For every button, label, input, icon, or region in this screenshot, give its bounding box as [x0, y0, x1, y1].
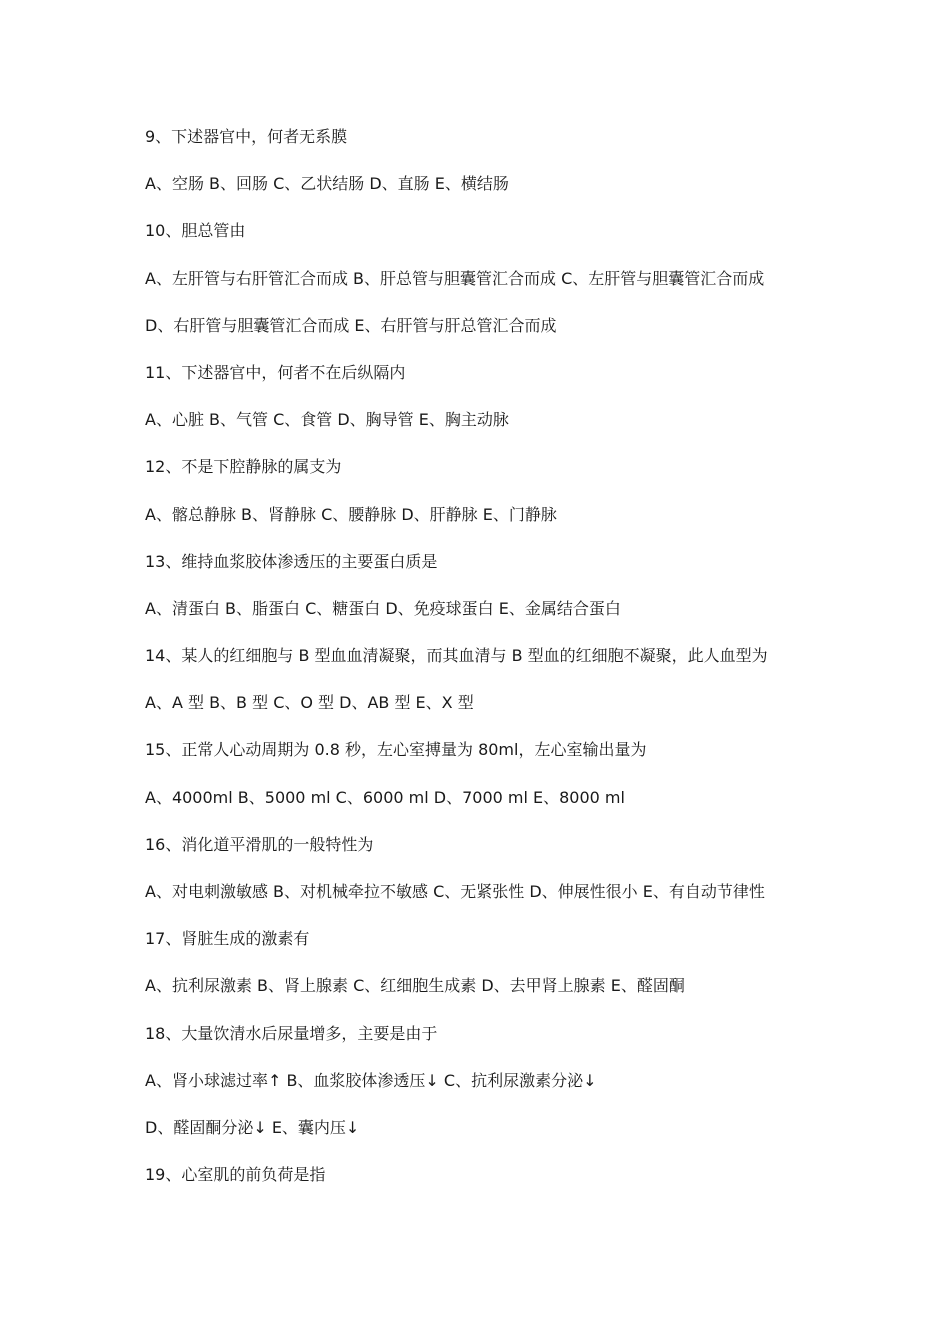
question-15-options: A、4000ml B、5000 ml C、6000 ml D、7000 ml E、8000 ml	[145, 787, 625, 807]
question-14-options: A、A 型 B、B 型 C、O 型 D、AB 型 E、X 型	[145, 693, 474, 713]
question-17: 17、肾脏生成的激素有	[145, 929, 310, 949]
question-18-options-line-1: A、肾小球滤过率↑ B、血浆胶体渗透压↓ C、抗利尿激素分泌↓	[145, 1070, 597, 1090]
question-10-options-line-2: D、右肝管与胆囊管汇合而成 E、右肝管与肝总管汇合而成	[145, 315, 557, 335]
question-10-options-line-1: A、左肝管与右肝管汇合而成 B、肝总管与胆囊管汇合而成 C、左肝管与胆囊管汇合而成	[145, 268, 765, 288]
question-9: 9、下述器官中，何者无系膜	[145, 127, 348, 146]
question-12-options: A、髂总静脉 B、肾静脉 C、腰静脉 D、肝静脉 E、门静脉	[145, 504, 557, 524]
question-11: 11、下述器官中，何者不在后纵隔内	[145, 362, 406, 382]
question-11-options: A、心脏 B、气管 C、食管 D、胸导管 E、胸主动脉	[145, 410, 509, 430]
question-13-options: A、清蛋白 B、脂蛋白 C、糖蛋白 D、免疫球蛋白 E、金属结合蛋白	[145, 598, 621, 618]
question-10: 10、胆总管由	[145, 221, 246, 241]
question-16-options: A、对电刺激敏感 B、对机械牵拉不敏感 C、无紧张性 D、伸展性很小 E、有自动节律性	[145, 882, 765, 901]
question-9-options: A、空肠 B、回肠 C、乙状结肠 D、直肠 E、横结肠	[145, 174, 509, 194]
question-19: 19、心室肌的前负荷是指	[145, 1165, 326, 1185]
question-14: 14、某人的红细胞与 B 型血血清凝聚，而其血清与 B 型血的红细胞不凝聚，此人血型为	[145, 646, 768, 666]
question-16: 16、消化道平滑肌的一般特性为	[145, 834, 374, 854]
question-18-options-line-2: D、醛固酮分泌↓ E、囊内压↓	[145, 1117, 360, 1137]
question-list	[145, 120, 865, 1205]
question-18: 18、大量饮清水后尿量增多，主要是由于	[145, 1023, 438, 1043]
question-17-options: A、抗利尿激素 B、肾上腺素 C、红细胞生成素 D、去甲肾上腺素 E、醛固酮	[145, 976, 685, 996]
question-12: 12、不是下腔静脉的属支为	[145, 457, 342, 477]
question-13: 13、维持血浆胶体渗透压的主要蛋白质是	[145, 551, 438, 571]
question-15: 15、正常人心动周期为 0.8 秒，左心室搏量为 80ml，左心室输出量为	[145, 740, 647, 760]
